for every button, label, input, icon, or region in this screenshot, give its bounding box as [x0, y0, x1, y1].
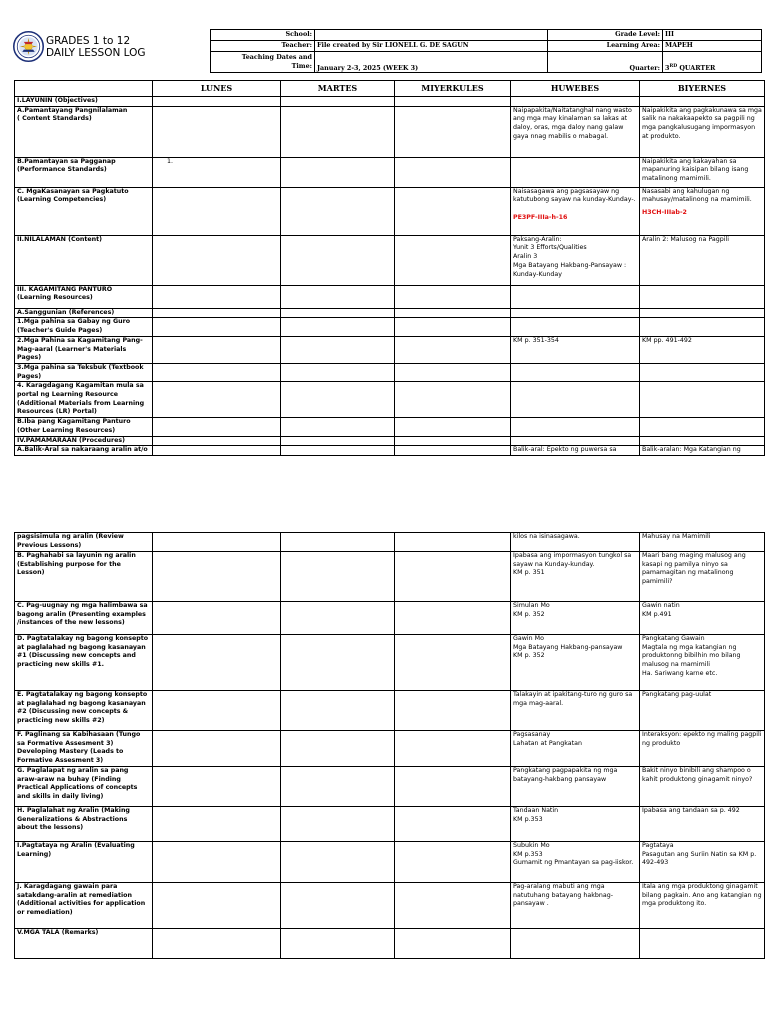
cell-text: Pangkatang pag-uulat	[642, 691, 712, 698]
cell-martes	[281, 157, 395, 187]
cell-text: KM p. 351-354	[513, 336, 559, 344]
cell-text: Paksang-Aralin: Yunit 3 Efforts/Qualities Aralin 3 Mga Batayang Hakbang-Pansayaw : Kunday-Kunday	[513, 235, 627, 278]
cell-lunes	[153, 157, 281, 187]
cell-miyerkules	[395, 882, 511, 928]
teacher-label: Teacher:	[211, 41, 315, 52]
cell-miyerkules	[395, 187, 511, 235]
header-info-table	[210, 29, 762, 73]
cell-martes	[281, 363, 395, 381]
objectives-row	[15, 363, 765, 381]
cell-lunes	[153, 97, 281, 107]
cell-miyerkules	[395, 106, 511, 157]
cell-huwebes	[511, 363, 640, 381]
row-label: B.Pamantayan sa Pagganap (Performance Standards)	[15, 157, 153, 187]
cell-martes	[281, 285, 395, 308]
cell-lunes	[153, 285, 281, 308]
cell-martes	[281, 602, 395, 635]
objectives-row	[15, 235, 765, 285]
row-label: G. Paglalapat ng aralin sa pang araw-araw na buhay (Finding Practical Applications of concepts and skills in daily living)	[15, 766, 153, 806]
col-header-miyerkules: MIYERKULES	[395, 81, 511, 97]
cell-huwebes	[511, 841, 640, 882]
cell-text	[155, 309, 167, 316]
competency-code: PE3PF-IIIa-h-16	[513, 214, 568, 222]
cell-martes	[281, 446, 395, 456]
cell-miyerkules	[395, 436, 511, 446]
teacher-value: File created by Sir LIONELL G. DE SAGUN	[315, 41, 548, 52]
cell-huwebes	[511, 235, 640, 285]
competency-code: H3CH-IIIab-2	[642, 209, 687, 217]
cell-text: kilos na isinasagawa.	[513, 533, 580, 540]
grade-level-label: Grade Level:	[548, 30, 663, 41]
cell-text	[155, 418, 167, 425]
cell-text	[155, 382, 167, 389]
teaching-dates-value: January 2-3, 2025 (WEEK 3)	[315, 52, 548, 73]
cell-biyernes	[640, 187, 765, 235]
cell-miyerkules	[395, 691, 511, 731]
cell-huwebes	[511, 552, 640, 602]
cell-lunes	[153, 418, 281, 436]
cell-huwebes	[511, 691, 640, 731]
cell-miyerkules	[395, 841, 511, 882]
objectives-row	[15, 318, 765, 336]
cell-miyerkules	[395, 318, 511, 336]
cell-biyernes	[640, 382, 765, 418]
cell-miyerkules	[395, 446, 511, 456]
cell-miyerkules	[395, 285, 511, 308]
row-label: 2.Mga Pahina sa Kagamitang Pang-Mag-aaral (Learner's Materials Pages)	[15, 336, 153, 363]
cell-text	[155, 97, 167, 104]
lesson-log-table-part1	[14, 80, 765, 456]
cell-miyerkules	[395, 363, 511, 381]
procedures-row	[15, 691, 765, 731]
cell-biyernes	[640, 533, 765, 552]
cell-martes	[281, 382, 395, 418]
col-header-lunes: LUNES	[153, 81, 281, 97]
cell-biyernes	[640, 691, 765, 731]
cell-lunes	[153, 841, 281, 882]
procedures-row	[15, 882, 765, 928]
cell-huwebes	[511, 106, 640, 157]
cell-miyerkules	[395, 731, 511, 767]
cell-martes	[281, 418, 395, 436]
cell-biyernes	[640, 157, 765, 187]
objectives-row	[15, 308, 765, 318]
cell-text	[155, 446, 167, 453]
row-label: II.NILALAMAN (Content)	[15, 235, 153, 285]
cell-huwebes	[511, 602, 640, 635]
cell-text	[155, 107, 167, 114]
cell-biyernes	[640, 602, 765, 635]
cell-martes	[281, 308, 395, 318]
col-header-martes: MARTES	[281, 81, 395, 97]
cell-text: 1.	[167, 157, 174, 165]
cell-lunes	[153, 446, 281, 456]
row-label: 1.Mga pahina sa Gabay ng Guro (Teacher's Guide Pages)	[15, 318, 153, 336]
cell-text: Gawin Mo Mga Batayang Hakbang-pansayaw KM p. 352	[513, 635, 623, 660]
cell-biyernes	[640, 635, 765, 691]
cell-huwebes	[511, 806, 640, 841]
cell-martes	[281, 731, 395, 767]
deped-seal-logo	[13, 31, 44, 62]
form-title-line2: DAILY LESSON LOG	[46, 47, 146, 59]
cell-text: Bakit ninyo binibili ang shampoo o kahit produktong ginagamit ninyo?	[642, 766, 753, 783]
row-label: I.Pagtataya ng Aralin (Evaluating Learning)	[15, 841, 153, 882]
cell-text: Itala ang mga produktong ginagamit bilang pagkain. Ano ang katangian ng mga produktong ito.	[642, 882, 762, 908]
cell-lunes	[153, 382, 281, 418]
cell-text: Subukin Mo KM p.353 Gumamit ng Pmantayan sa pag-iiskor.	[513, 841, 634, 867]
procedures-row	[15, 841, 765, 882]
cell-biyernes	[640, 285, 765, 308]
row-label: A.Pamantayang Pangnilalaman ( Content Standards)	[15, 106, 153, 157]
cell-huwebes	[511, 766, 640, 806]
procedures-row	[15, 533, 765, 552]
cell-lunes	[153, 806, 281, 841]
cell-lunes	[153, 436, 281, 446]
cell-biyernes	[640, 363, 765, 381]
procedures-row	[15, 635, 765, 691]
cell-text: Balik-aralan: Mga Katangian ng	[642, 446, 741, 454]
col-header-label	[15, 81, 153, 97]
cell-text: Pangkatang Gawain Magtala ng mga katangian ng produktonng bibilhin mo bilang malusog na mamimili Ha. Sariwang karne etc.	[642, 635, 741, 677]
objectives-row	[15, 187, 765, 235]
cell-biyernes	[640, 97, 765, 107]
school-label: School:	[211, 30, 315, 41]
cell-huwebes	[511, 446, 640, 456]
row-label: A.Sanggunian (References)	[15, 308, 153, 318]
cell-martes	[281, 635, 395, 691]
cell-biyernes	[640, 882, 765, 928]
cell-huwebes	[511, 882, 640, 928]
row-label: 4. Karagdagang Kagamitan mula sa portal ng Learning Resource (Additional Materials from Learning Resources (LR) Portal)	[15, 382, 153, 418]
teaching-dates-label-line2: Time:	[291, 62, 312, 70]
cell-lunes	[153, 766, 281, 806]
cell-biyernes	[640, 436, 765, 446]
cell-miyerkules	[395, 552, 511, 602]
cell-miyerkules	[395, 382, 511, 418]
cell-text: Aralin 2: Malusog na Pagpili	[642, 235, 730, 243]
quarter-ordinal: RD	[669, 63, 678, 69]
cell-martes	[281, 436, 395, 446]
cell-text: Pagtataya Pasagutan ang Suriin Natin sa KM p. 492-493	[642, 841, 757, 867]
objectives-row	[15, 382, 765, 418]
teaching-dates-label	[211, 52, 315, 73]
cell-huwebes	[511, 731, 640, 767]
cell-lunes	[153, 602, 281, 635]
quarter-label: Quarter:	[548, 52, 663, 73]
procedures-row	[15, 602, 765, 635]
cell-martes	[281, 106, 395, 157]
cell-lunes	[153, 318, 281, 336]
cell-martes	[281, 187, 395, 235]
cell-text: Naipakikita ang kakayahan sa mapanuring kaisipan bilang isang matalinong mamimili.	[642, 157, 749, 183]
cell-huwebes	[511, 187, 640, 235]
cell-text: Pangkatang pagpapakita ng mga batayang-hakbang pansayaw	[513, 766, 618, 783]
cell-huwebes	[511, 308, 640, 318]
procedures-row	[15, 552, 765, 602]
cell-martes	[281, 552, 395, 602]
procedures-row	[15, 928, 765, 958]
row-label: B. Paghahabi sa layunin ng aralin (Establishing purpose for the Lesson)	[15, 552, 153, 602]
cell-biyernes	[640, 766, 765, 806]
cell-lunes	[153, 691, 281, 731]
col-header-biyernes: BIYERNES	[640, 81, 765, 97]
objectives-row	[15, 418, 765, 436]
row-label: C. Pag-uugnay ng mga halimbawa sa bagong aralin (Presenting examples /instances of the new lessons)	[15, 602, 153, 635]
cell-huwebes	[511, 382, 640, 418]
cell-biyernes	[640, 235, 765, 285]
cell-huwebes	[511, 318, 640, 336]
cell-text: Interaksyon: epekto ng maling pagpili ng produkto	[642, 731, 762, 747]
cell-text	[155, 286, 167, 293]
school-value	[315, 30, 548, 41]
cell-text	[155, 337, 167, 344]
cell-miyerkules	[395, 928, 511, 958]
cell-martes	[281, 806, 395, 841]
cell-martes	[281, 318, 395, 336]
cell-martes	[281, 691, 395, 731]
cell-lunes	[153, 731, 281, 767]
cell-text: Maari bang maging malusog ang kasapi ng pamilya ninyo sa pamamagitan ng matalinong pamimili?	[642, 552, 746, 586]
cell-huwebes	[511, 928, 640, 958]
cell-text: Pag-aralang mabuti ang mga natutuhang batayang hakbnag-pansayaw .	[513, 882, 613, 908]
row-label: 3.Mga pahina sa Teksbuk (Textbook Pages)	[15, 363, 153, 381]
row-label: J. Karagdagang gawain para satakdang-aralin at remediation (Additional activities for application or remediation)	[15, 882, 153, 928]
objectives-row	[15, 336, 765, 363]
procedures-row	[15, 806, 765, 841]
row-label: III. KAGAMITANG PANTURO (Learning Resources)	[15, 285, 153, 308]
cell-text: Mahusay na Mamimili	[642, 533, 711, 540]
cell-text: Pagsasanay Lahatan at Pangkatan	[513, 731, 582, 747]
grade-level-value: III	[663, 30, 762, 41]
cell-lunes	[153, 882, 281, 928]
cell-miyerkules	[395, 635, 511, 691]
cell-text	[155, 188, 167, 195]
cell-biyernes	[640, 446, 765, 456]
cell-miyerkules	[395, 418, 511, 436]
cell-biyernes	[640, 418, 765, 436]
cell-martes	[281, 928, 395, 958]
form-title-line1: GRADES 1 to 12	[46, 35, 131, 47]
cell-biyernes	[640, 308, 765, 318]
cell-lunes	[153, 308, 281, 318]
cell-text: KM pp. 491-492	[642, 336, 692, 344]
cell-biyernes	[640, 928, 765, 958]
learning-area-label: Learning Area:	[548, 41, 663, 52]
cell-martes	[281, 841, 395, 882]
cell-huwebes	[511, 436, 640, 446]
cell-biyernes	[640, 806, 765, 841]
cell-huwebes	[511, 418, 640, 436]
quarter-word: QUARTER	[677, 64, 716, 72]
cell-lunes	[153, 235, 281, 285]
cell-huwebes	[511, 533, 640, 552]
cell-lunes	[153, 336, 281, 363]
teaching-dates-label-line1: Teaching Dates and	[241, 52, 312, 61]
cell-huwebes	[511, 157, 640, 187]
cell-miyerkules	[395, 766, 511, 806]
row-label: IV.PAMAMARAAN (Procedures)	[15, 436, 153, 446]
cell-text: Simulan Mo KM p. 352	[513, 602, 550, 618]
row-label: V.MGA TALA (Remarks)	[15, 928, 153, 958]
cell-text: Naisasagawa ang pagsasayaw ng katutubong sayaw na kunday-Kunday-.	[513, 187, 636, 204]
objectives-row	[15, 285, 765, 308]
cell-text: Ipabasa ang impormasyon tungkol sa sayaw na Kunday-kunday. KM p. 351	[513, 552, 632, 577]
objectives-row	[15, 436, 765, 446]
row-label: H. Paglalahat ng Aralin (Making Generalizations & Abstractions about the lessons)	[15, 806, 153, 841]
cell-text: Balik-aral: Epekto ng puwersa sa	[513, 446, 617, 454]
cell-huwebes	[511, 635, 640, 691]
cell-text	[155, 318, 167, 325]
cell-lunes	[153, 106, 281, 157]
cell-lunes	[153, 187, 281, 235]
row-label: I.LAYUNIN (Objectives)	[15, 97, 153, 107]
cell-biyernes	[640, 552, 765, 602]
cell-text	[155, 236, 167, 243]
cell-martes	[281, 882, 395, 928]
quarter-number: 3	[665, 64, 670, 72]
learning-area-value: MAPEH	[663, 41, 762, 52]
cell-miyerkules	[395, 336, 511, 363]
cell-martes	[281, 533, 395, 552]
cell-huwebes	[511, 336, 640, 363]
lesson-log-table-part2	[14, 532, 765, 959]
cell-text: Nasasabi ang kahulugan ng mahusay/matalinong na mamimili.	[642, 187, 752, 204]
cell-lunes	[153, 635, 281, 691]
cell-biyernes	[640, 318, 765, 336]
cell-text: Naipakikita ang pagkakunawa sa mga salik na nakakaapekto sa pagpili ng mga pangkalusugang impormasyon at produkto.	[642, 106, 762, 140]
cell-text: Tandaan Natin KM p.353	[513, 806, 559, 823]
cell-lunes	[153, 363, 281, 381]
cell-lunes	[153, 552, 281, 602]
cell-biyernes	[640, 106, 765, 157]
objectives-row	[15, 157, 765, 187]
procedures-row	[15, 731, 765, 767]
row-label: C. MgaKasanayan sa Pagkatuto (Learning Competencies)	[15, 187, 153, 235]
cell-text	[155, 437, 167, 444]
objectives-row	[15, 106, 765, 157]
procedures-row	[15, 766, 765, 806]
cell-miyerkules	[395, 602, 511, 635]
cell-biyernes	[640, 731, 765, 767]
row-label: F. Paglinang sa Kabihasaan (Tungo sa Formative Assesment 3) Developing Mastery (Leads to Formative Assesment 3)	[15, 731, 153, 767]
cell-miyerkules	[395, 533, 511, 552]
cell-text: Ipabasa ang tandaan sa p. 492	[642, 806, 740, 814]
cell-miyerkules	[395, 97, 511, 107]
cell-martes	[281, 336, 395, 363]
cell-text: Gawin natin KM p.491	[642, 602, 680, 618]
row-label: D. Pagtatalakay ng bagong konsepto at paglalahad ng bagong kasanayan #1 (Discussing new concepts and practicing new skills #1.	[15, 635, 153, 691]
cell-huwebes	[511, 97, 640, 107]
cell-text: Talakayin at ipakitang-turo ng guro sa mga mag-aaral.	[513, 691, 633, 707]
cell-huwebes	[511, 285, 640, 308]
row-label: A.Balik-Aral sa nakaraang aralin at/o	[15, 446, 153, 456]
cell-miyerkules	[395, 157, 511, 187]
row-label: pagsisimula ng aralin (Review Previous Lessons)	[15, 533, 153, 552]
objectives-row	[15, 97, 765, 107]
cell-text: Naipapakita/Naitatanghal nang wasto ang mga may kinalaman sa lakas at daloy, oras, mga daloy nang galaw gaya nnag mabilis o mabagal.	[513, 106, 632, 140]
cell-miyerkules	[395, 308, 511, 318]
cell-lunes	[153, 533, 281, 552]
cell-miyerkules	[395, 235, 511, 285]
cell-biyernes	[640, 841, 765, 882]
row-label: E. Pagtatalakay ng bagong konsepto at paglalahad ng bagong kasanayan #2 (Discussing new concepts & practicing new skills #2)	[15, 691, 153, 731]
cell-miyerkules	[395, 806, 511, 841]
objectives-row	[15, 446, 765, 456]
cell-biyernes	[640, 336, 765, 363]
cell-martes	[281, 97, 395, 107]
col-header-huwebes: HUWEBES	[511, 81, 640, 97]
quarter-value	[663, 52, 762, 73]
cell-text	[155, 364, 167, 371]
cell-martes	[281, 766, 395, 806]
cell-lunes	[153, 928, 281, 958]
cell-martes	[281, 235, 395, 285]
row-label: B.Iba pang Kagamitang Panturo (Other Learning Resources)	[15, 418, 153, 436]
